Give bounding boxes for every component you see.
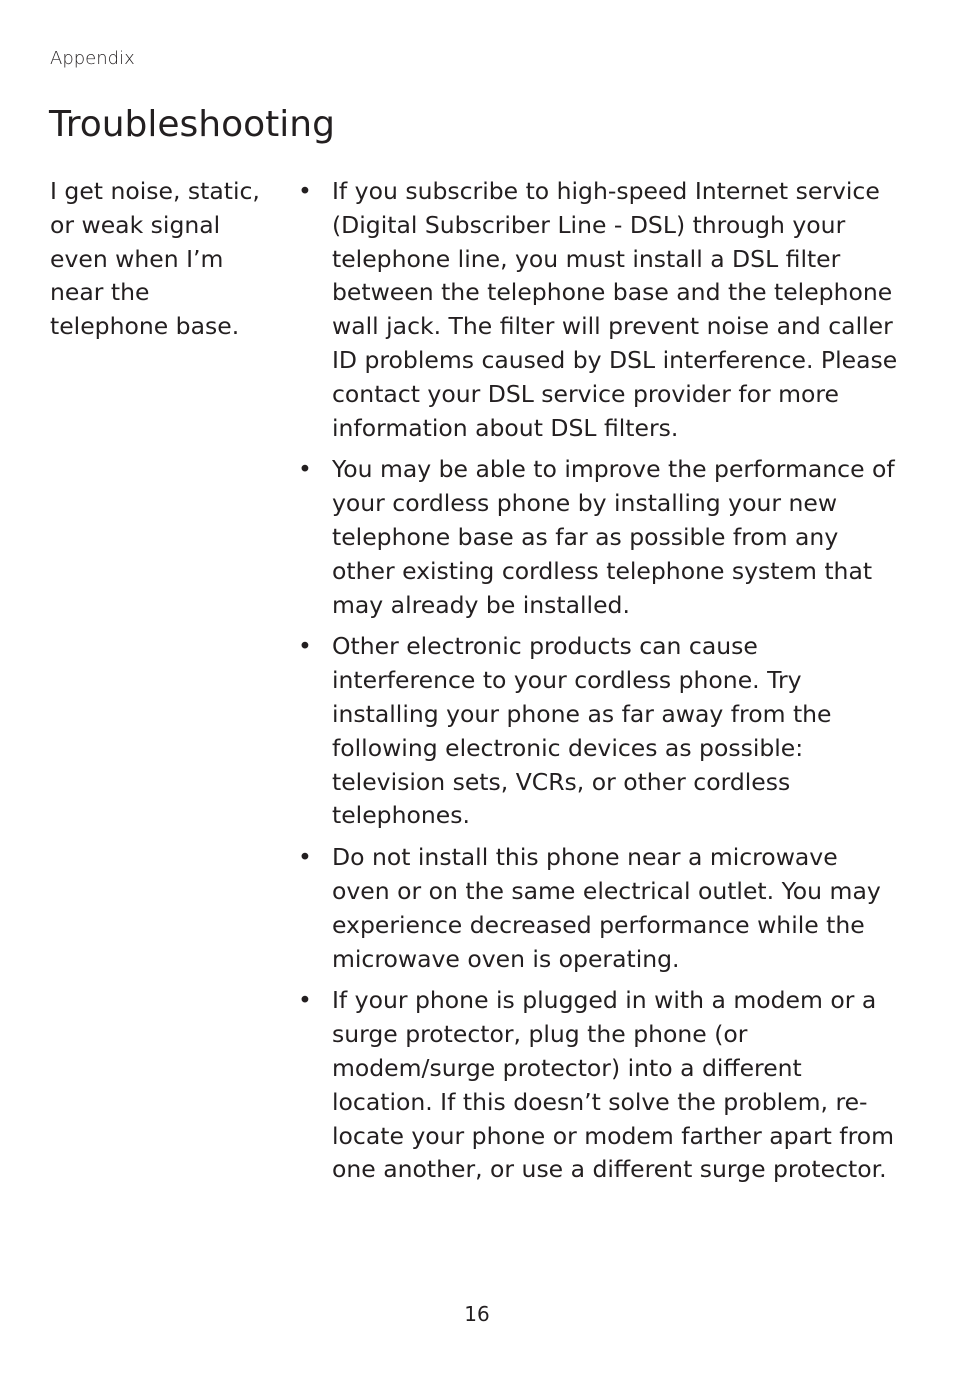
- solution-text: If you subscribe to high-speed Internet service (Digital Subscriber Line - DSL) through your telephone line, you must install a DSL filter between the telephone base and the telephone wall jack. The filter will prevent noise and caller ID problems caused by DSL interference. Please contact your DSL service provider for more information about DSL filters.: [332, 177, 898, 442]
- bullet-icon: •: [298, 177, 312, 205]
- page-number: 16: [464, 1302, 490, 1326]
- section-label: Appendix: [50, 48, 135, 69]
- bullet-icon: •: [298, 986, 312, 1015]
- solution-list: [298, 175, 898, 1195]
- solution-item: [298, 630, 898, 833]
- solution-item: [298, 984, 898, 1187]
- solution-text: Other electronic products can cause interference to your cordless phone. Try installing your phone as far away from the following electronic devices as possible: television sets, VCRs, or other cordless telephones.: [332, 632, 832, 830]
- bullet-icon: •: [298, 455, 312, 484]
- solution-text: Do not install this phone near a microwave oven or on the same electrical outlet. You may experience decreased performance while the microwave oven is operating.: [332, 843, 881, 973]
- solution-text: If your phone is plugged in with a modem or a surge protector, plug the phone (or modem/surge protector) into a different location. If this doesn’t solve the problem, re-locate your phone or modem farther apart from one another, or use a different surge protector.: [332, 986, 894, 1184]
- page-title: Troubleshooting: [49, 104, 335, 145]
- solution-text: You may be able to improve the performance of your cordless phone by installing your new telephone base as far as possible from any other existing cordless telephone system that may already be installed.: [332, 455, 895, 619]
- bullet-icon: •: [298, 843, 312, 872]
- bullet-icon: •: [298, 632, 312, 661]
- solution-item: [298, 453, 898, 622]
- solution-item: [298, 175, 898, 445]
- solution-item: [298, 841, 898, 976]
- problem-description: I get noise, static, or weak signal even when I’m near the telephone base.: [50, 177, 260, 341]
